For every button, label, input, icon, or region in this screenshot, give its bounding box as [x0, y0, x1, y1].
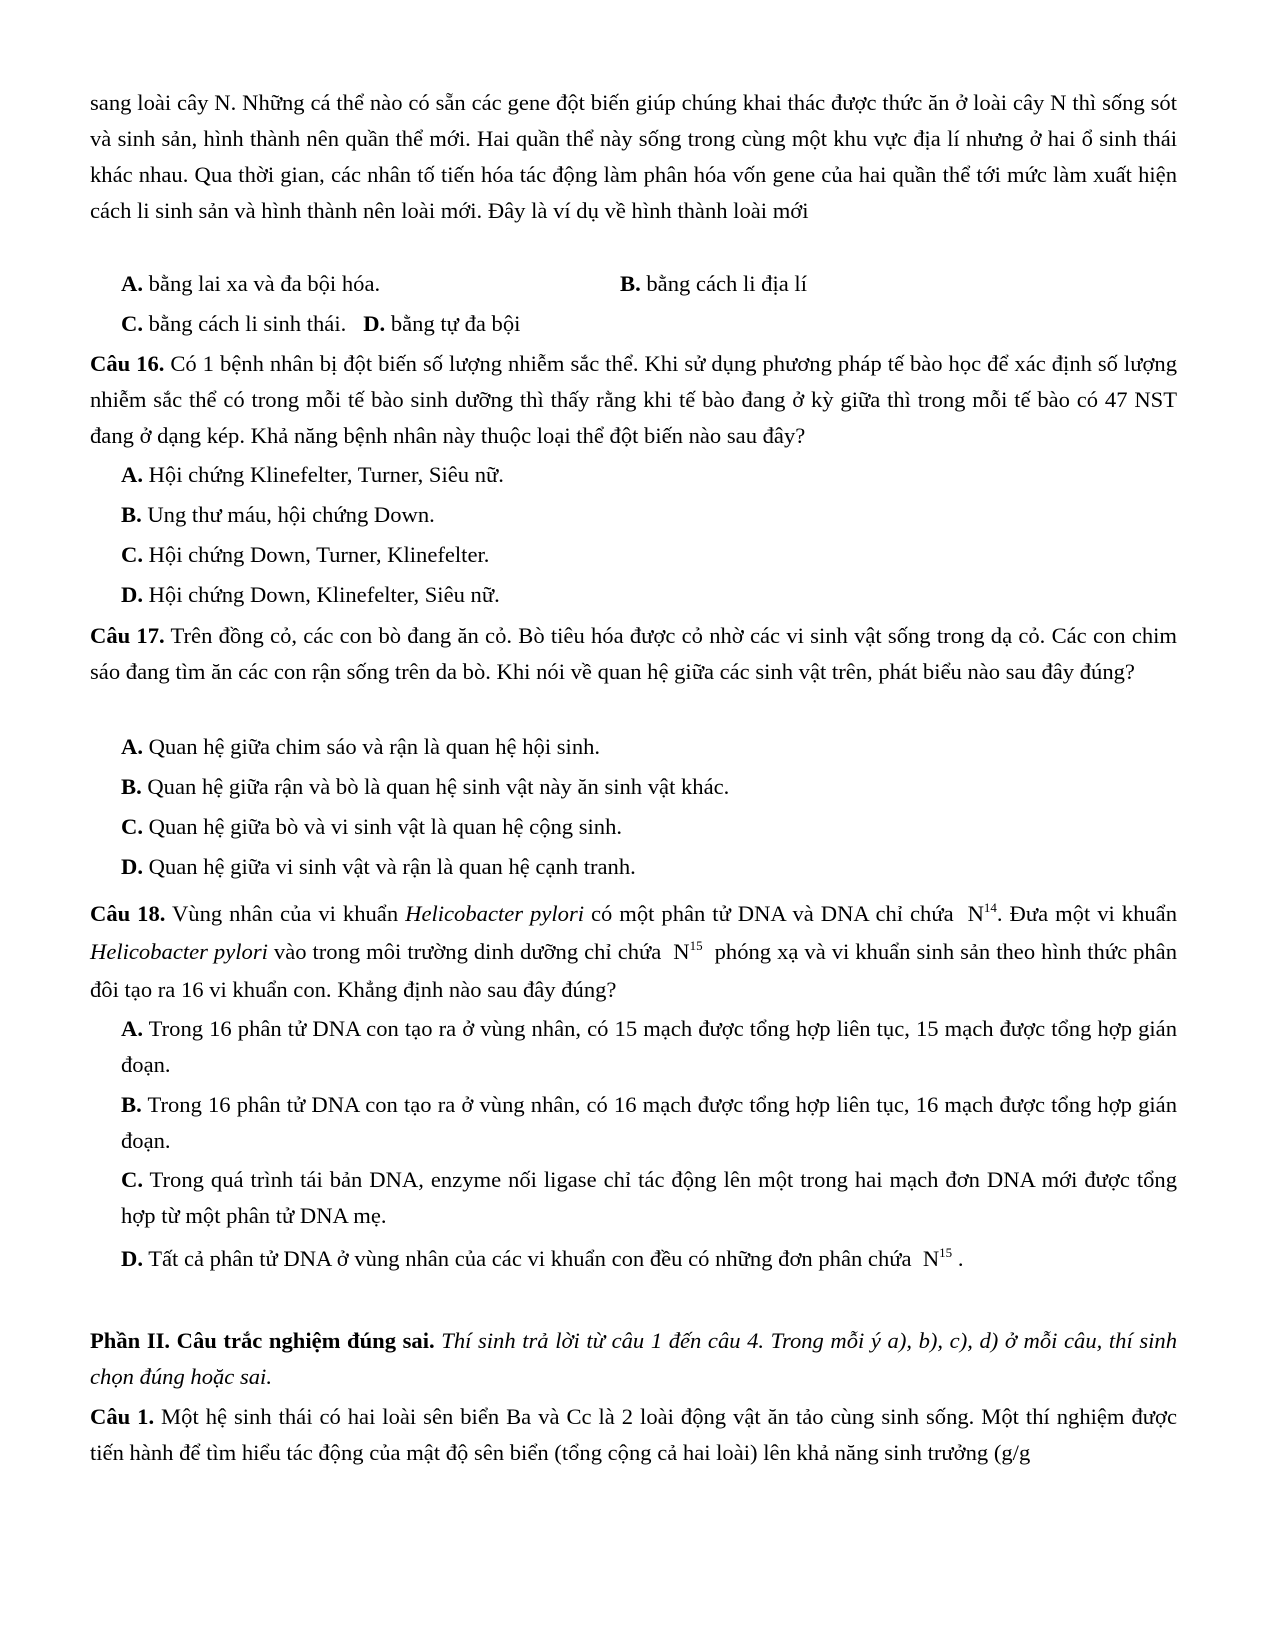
option-text: Trong quá trình tái bản DNA, enzyme nối ligase chỉ tác động lên một trong hai mạch đơn DNA mới được tổng hợp từ một phân tử DNA mẹ.: [121, 1167, 1177, 1228]
question-label: Câu 17.: [90, 623, 165, 648]
q17-option-b: [121, 769, 1177, 805]
option-label: D.: [121, 582, 143, 607]
option-label: C.: [121, 814, 143, 839]
option-text: bằng lai xa và đa bội hóa.: [142, 271, 381, 296]
option-text: .: [957, 1246, 964, 1271]
isotope-mass: 15: [939, 1245, 953, 1260]
q16-option-a: [121, 457, 1177, 493]
isotope-n15: [923, 1246, 952, 1271]
question-16: [90, 346, 1177, 454]
option-text: Tất cả phân tử DNA ở vùng nhân của các vi khuẩn con đều có những đơn phân chứa: [142, 1246, 918, 1271]
question-1: [90, 1399, 1177, 1471]
isotope-symbol: N: [922, 1246, 940, 1271]
section-title: Phần II. Câu trắc nghiệm đúng sai.: [90, 1328, 435, 1353]
question-text: Trên đồng cỏ, các con bò đang ăn cỏ. Bò tiêu hóa được cỏ nhờ các vi sinh vật sống trong dạ cỏ. Các con chim sáo đang tìm ăn các con rận sống trên da bò. Khi nói về quan hệ giữa các sinh vật trên, phát biểu nào sau đây đúng?: [90, 623, 1177, 684]
option-text: Quan hệ giữa vi sinh vật và rận là quan hệ cạnh tranh.: [142, 854, 636, 879]
option-text: Quan hệ giữa chim sáo và rận là quan hệ hội sinh.: [142, 734, 601, 759]
option-label: C.: [121, 542, 143, 567]
species-name: Helicobacter pylori: [405, 901, 585, 926]
question-text: vào trong môi trường dinh dưỡng chỉ chứa: [267, 939, 668, 964]
isotope-symbol: N: [967, 901, 984, 926]
q17-option-c: [121, 809, 1177, 845]
isotope-mass: 15: [689, 938, 703, 953]
question-label: Câu 16.: [90, 351, 165, 376]
q17-option-d: [121, 849, 1177, 885]
question-label: Câu 1.: [90, 1404, 155, 1429]
species-name: Helicobacter pylori: [90, 939, 268, 964]
option-label: D.: [121, 854, 143, 879]
option-label: D.: [121, 1246, 143, 1271]
option-text: Hội chứng Down, Turner, Klinefelter.: [142, 542, 490, 567]
option-text: Trong 16 phân tử DNA con tạo ra ở vùng nhân, có 16 mạch được tổng hợp liên tục, 16 mạch được tổng hợp gián đoạn.: [121, 1092, 1177, 1153]
q18-option-b: [121, 1087, 1177, 1159]
option-label: A.: [121, 734, 143, 759]
q16-option-b: [121, 497, 1177, 533]
option-text: bằng cách li sinh thái.: [142, 311, 347, 336]
option-text: Hội chứng Klinefelter, Turner, Siêu nữ.: [142, 462, 504, 487]
question-text: Một hệ sinh thái có hai loài sên biển Ba và Cc là 2 loài động vật ăn tảo cùng sinh sống. Một thí nghiệm được tiến hành để tìm hiểu tác động của mật độ sên biển (tổng cộng cả hai loài) lên khả năng sinh trưởng (g/g: [90, 1404, 1177, 1465]
part-2-heading: [90, 1323, 1177, 1395]
question-text: Vùng nhân của vi khuẩn: [165, 901, 406, 926]
intro-option-c-d: [121, 306, 1177, 342]
option-text: Quan hệ giữa bò và vi sinh vật là quan hệ cộng sinh.: [142, 814, 623, 839]
option-label: A.: [121, 1016, 143, 1041]
q17-option-a: [121, 729, 1177, 765]
option-text: Ung thư máu, hội chứng Down.: [141, 502, 435, 527]
q18-option-a: [121, 1011, 1177, 1083]
option-text: Quan hệ giữa rận và bò là quan hệ sinh vật này ăn sinh vật khác.: [141, 774, 730, 799]
option-label: B.: [121, 1092, 142, 1117]
q18-option-c: [121, 1162, 1177, 1234]
option-text: bằng cách li địa lí: [640, 271, 807, 296]
isotope-n14: [968, 901, 997, 926]
question-label: Câu 18.: [90, 901, 166, 926]
option-text: Hội chứng Down, Klinefelter, Siêu nữ.: [142, 582, 500, 607]
question-text: Có 1 bệnh nhân bị đột biến số lượng nhiễm sắc thể. Khi sử dụng phương pháp tế bào học để xác định số lượng nhiễm sắc thể có trong mỗi tế bào sinh dưỡng thì thấy rằng khi tế bào đang ở kỳ giữa thì trong mỗi tế bào có 47 NST đang ở dạng kép. Khả năng bệnh nhân này thuộc loại thể đột biến nào sau đây?: [90, 351, 1177, 448]
option-label: D.: [363, 311, 386, 336]
intro-option-a: [121, 266, 591, 302]
option-label: A.: [121, 462, 143, 487]
q16-option-d: [121, 577, 1177, 613]
intro-option-b: [620, 266, 1120, 302]
isotope-n15: [673, 939, 702, 964]
option-label: B.: [121, 774, 142, 799]
question-text: . Đưa một vi khuẩn: [996, 901, 1177, 926]
isotope-mass: 14: [983, 900, 997, 915]
option-label: C.: [121, 311, 143, 336]
q18-option-d: [121, 1241, 1177, 1277]
option-label: A.: [121, 271, 143, 296]
option-text: Trong 16 phân tử DNA con tạo ra ở vùng nhân, có 15 mạch được tổng hợp liên tục, 15 mạch được tổng hợp gián đoạn.: [121, 1016, 1177, 1077]
question-17: [90, 618, 1177, 690]
option-text: bằng tự đa bội: [385, 311, 521, 336]
question-18: [90, 895, 1177, 1009]
q16-option-c: [121, 537, 1177, 573]
isotope-symbol: N: [673, 939, 690, 964]
question-text: có một phân tử DNA và DNA chỉ chứa: [584, 901, 961, 926]
section-instruction: Thí sinh trả lời từ câu 1 đến câu 4. Trong mỗi ý a), b), c), d) ở mỗi câu, thí sinh chọn đúng hoặc sai.: [90, 1328, 1177, 1389]
option-label: C.: [121, 1167, 143, 1192]
option-label: B.: [620, 271, 641, 296]
intro-paragraph: sang loài cây N. Những cá thể nào có sẵn các gene đột biến giúp chúng khai thác được thức ăn ở loài cây N thì sống sót và sinh sản, hình thành nên quần thể mới. Hai quần thể này sống trong cùng một khu vực địa lí nhưng ở hai ổ sinh thái khác nhau. Qua thời gian, các nhân tố tiến hóa tác động làm phân hóa vốn gene của hai quần thể tới mức làm xuất hiện cách li sinh sản và hình thành nên loài mới. Đây là ví dụ về hình thành loài mới: [90, 90, 1177, 223]
question-text: phóng xạ và vi khuẩn sinh sản theo hình thức phân đôi tạo ra 16 vi khuẩn con. Khẳng định nào sau đây đúng?: [90, 939, 1178, 1002]
option-label: B.: [121, 502, 142, 527]
